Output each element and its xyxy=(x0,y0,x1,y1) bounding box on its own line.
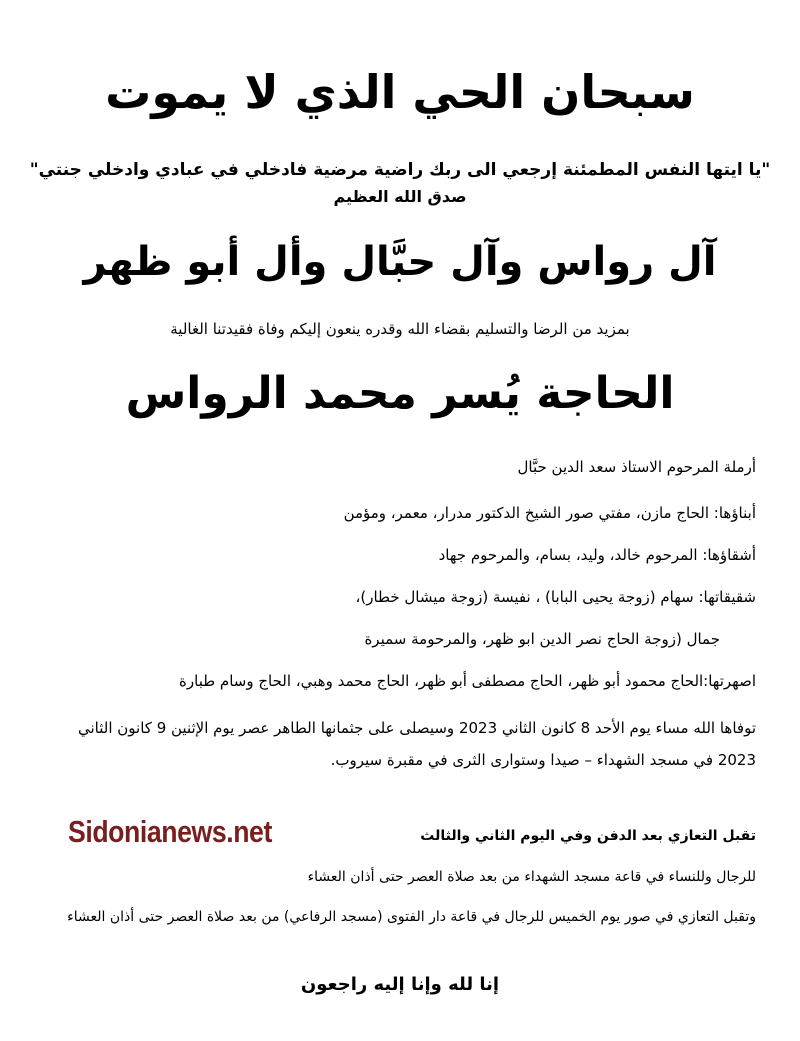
sisters-continued-line: جمال (زوجة الحاج نصر الدين ابو ظهر، والمرحومة سميرة xyxy=(364,630,720,648)
deceased-name: الحاجة يُسر محمد الرواس xyxy=(125,368,675,419)
page-title: سبحان الحي الذي لا يموت xyxy=(105,65,695,119)
sisters-line: شقيقاتها: سهام (زوجة يحيى البابا) ، نفيسة (زوجة ميشال خطار)، xyxy=(355,588,756,606)
announcement-intro: بمزيد من الرضا والتسليم بقضاء الله وقدره ينعون إليكم وفاة فقيدتنا الغالية xyxy=(170,320,630,338)
condolences-tyre-line: وتقبل التعازي في صور يوم الخميس للرجال في قاعة دار الفتوى (مسجد الرفاعي) من بعد صلاة العصر حتى أذان العشاء xyxy=(67,909,756,925)
closing-verse: إنا لله وإنا إليه راجعون xyxy=(300,974,500,995)
families-heading: آل رواس وآل حبَّال وأل أبو ظهر xyxy=(83,239,717,285)
site-watermark: Sidonianews.net xyxy=(68,814,272,849)
in-laws-line: اصهرتها:الحاج محمود أبو ظهر، الحاج مصطفى أبو ظهر، الحاج محمد وهبي، الحاج وسام طبارة xyxy=(179,672,756,690)
brothers-line: أشقاؤها: المرحوم خالد، وليد، بسام، والمرحوم جهاد xyxy=(438,546,756,564)
widow-of-line: أرملة المرحوم الاستاذ سعد الدين حبَّال xyxy=(517,458,756,476)
quran-verse: "يا ايتها النفس المطمئنة إرجعي الى ربك راضية مرضية فادخلي في عبادي وادخلي جنتي" xyxy=(29,160,771,180)
funeral-details: توفاها الله مساء يوم الأحد 8 كانون الثاني 2023 وسيصلى على جثمانها الطاهر عصر يوم الإثنين 9 كانون الثاني 2023 في مسجد الشهداء – صيدا وستوارى الثرى في مقبرة سيروب. xyxy=(77,719,756,769)
verse-closing: صدق الله العظيم xyxy=(333,187,467,206)
sons-line: أبناؤها: الحاج مازن، مفتي صور الشيخ الدكتور مدرار، معمر، ومؤمن xyxy=(343,504,756,522)
condolences-heading: تقبل التعازي بعد الدفن وفي اليوم الثاني والثالث xyxy=(420,828,756,844)
condolences-line: للرجال وللنساء في قاعة مسجد الشهداء من بعد صلاة العصر حتى أذان العشاء xyxy=(307,869,756,885)
